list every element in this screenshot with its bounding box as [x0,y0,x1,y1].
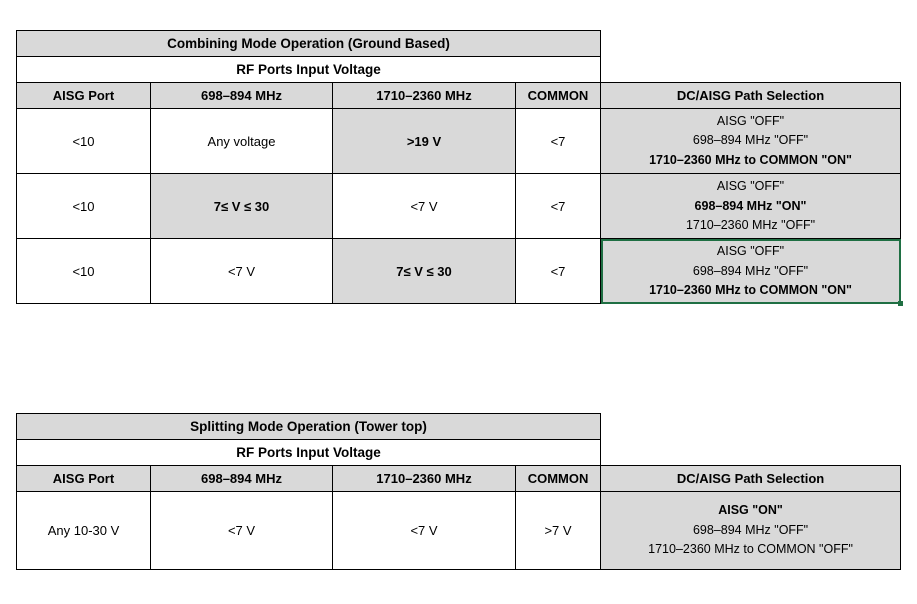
splitting-mode-table [16,413,901,570]
cell-common: <7 [516,109,601,174]
path-line: 698–894 MHz "ON" [694,198,807,213]
path-line: 698–894 MHz "OFF" [692,522,809,537]
table-row [17,109,901,174]
path-line: AISG "OFF" [716,179,785,194]
cell-common: <7 [516,239,601,304]
table-title-row [17,31,901,57]
cell-low-band: 7≤ V ≤ 30 [151,174,333,239]
column-header-low-band: 698–894 MHz [151,83,333,109]
column-header-aisg-port: AISG Port [17,466,151,492]
path-line: 1710–2360 MHz "OFF" [685,217,816,232]
cell-high-band: >19 V [333,109,516,174]
column-header-high-band: 1710–2360 MHz [333,83,516,109]
column-header-common: COMMON [516,466,601,492]
table-title: Combining Mode Operation (Ground Based) [17,31,601,57]
cell-path-selection [601,174,901,239]
path-line: 1710–2360 MHz to COMMON "ON" [649,283,852,297]
path-line: 1710–2360 MHz to COMMON "OFF" [648,542,853,557]
cell-high-band: <7 V [333,174,516,239]
cell-common: >7 V [516,492,601,570]
column-header-high-band: 1710–2360 MHz [333,466,516,492]
path-line: AISG "ON" [718,503,783,518]
column-header-aisg-port: AISG Port [17,83,151,109]
path-line: 1710–2360 MHz to COMMON "ON" [649,152,852,167]
column-header-low-band: 698–894 MHz [151,466,333,492]
table-title: Splitting Mode Operation (Tower top) [17,414,601,440]
table-subtitle-row [17,57,901,83]
cell-aisg-port: Any 10-30 V [17,492,151,570]
cell-aisg-port: <10 [17,109,151,174]
table-title-row [17,414,901,440]
cell-low-band: <7 V [151,492,333,570]
table-subtitle: RF Ports Input Voltage [17,440,601,466]
table-subtitle: RF Ports Input Voltage [17,57,601,83]
path-line: 698–894 MHz "OFF" [692,133,809,148]
spacer-cell [601,31,901,57]
cell-aisg-port: <10 [17,174,151,239]
column-header-path-selection: DC/AISG Path Selection [601,466,901,492]
table-subtitle-row [17,440,901,466]
cell-aisg-port: <10 [17,239,151,304]
spacer-cell [601,57,901,83]
cell-path-selection-selected[interactable] [601,239,901,304]
table-header-row [17,83,901,109]
column-header-common: COMMON [516,83,601,109]
cell-high-band: 7≤ V ≤ 30 [333,239,516,304]
table-row [17,492,901,570]
path-line: AISG "OFF" [716,114,785,128]
cell-low-band: <7 V [151,239,333,304]
spacer-cell [601,414,901,440]
spacer-cell [601,440,901,466]
combining-mode-table [16,30,901,304]
table-header-row [17,466,901,492]
cell-common: <7 [516,174,601,239]
cell-high-band: <7 V [333,492,516,570]
column-header-path-selection: DC/AISG Path Selection [601,83,901,109]
cell-path-selection [601,492,901,570]
table-row [17,174,901,239]
path-line: AISG "OFF" [716,244,785,259]
table-row [17,239,901,304]
cell-path-selection [601,109,901,174]
cell-low-band: Any voltage [151,109,333,174]
path-line: 698–894 MHz "OFF" [692,263,809,278]
